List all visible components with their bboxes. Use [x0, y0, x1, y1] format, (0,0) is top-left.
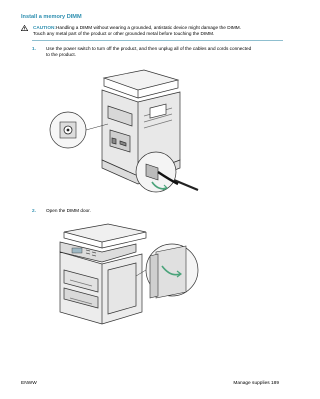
step-text: Use the power switch to turn off the product, and then unplug all of the cables and cords connected [46, 46, 252, 51]
warning-triangle-icon [21, 25, 28, 33]
step-1 [32, 46, 284, 60]
caution-text: Handling a DIMM without wearing a grounded, antistatic device might damage the DIMM. [56, 25, 241, 30]
printer-front-illustration [46, 222, 206, 328]
step-text: Open the DIMM door. [46, 208, 91, 213]
step-number: 2. [32, 208, 36, 213]
step-text-continued: to the product. [46, 52, 76, 58]
caution-text-continued: Touch any metal part of the product or other grounded metal before touching the DIMM. [33, 31, 215, 37]
footer-page-info: Manage supplies 189 [233, 381, 279, 386]
step-number: 1. [32, 46, 36, 51]
section-title: Install a memory DIMM [21, 14, 82, 20]
caution-divider [32, 40, 283, 41]
footer-left: ENWW [21, 381, 37, 386]
caution-label: CAUTION: [33, 25, 56, 30]
printer-rear-illustration [46, 64, 206, 196]
step-2 [32, 208, 284, 216]
